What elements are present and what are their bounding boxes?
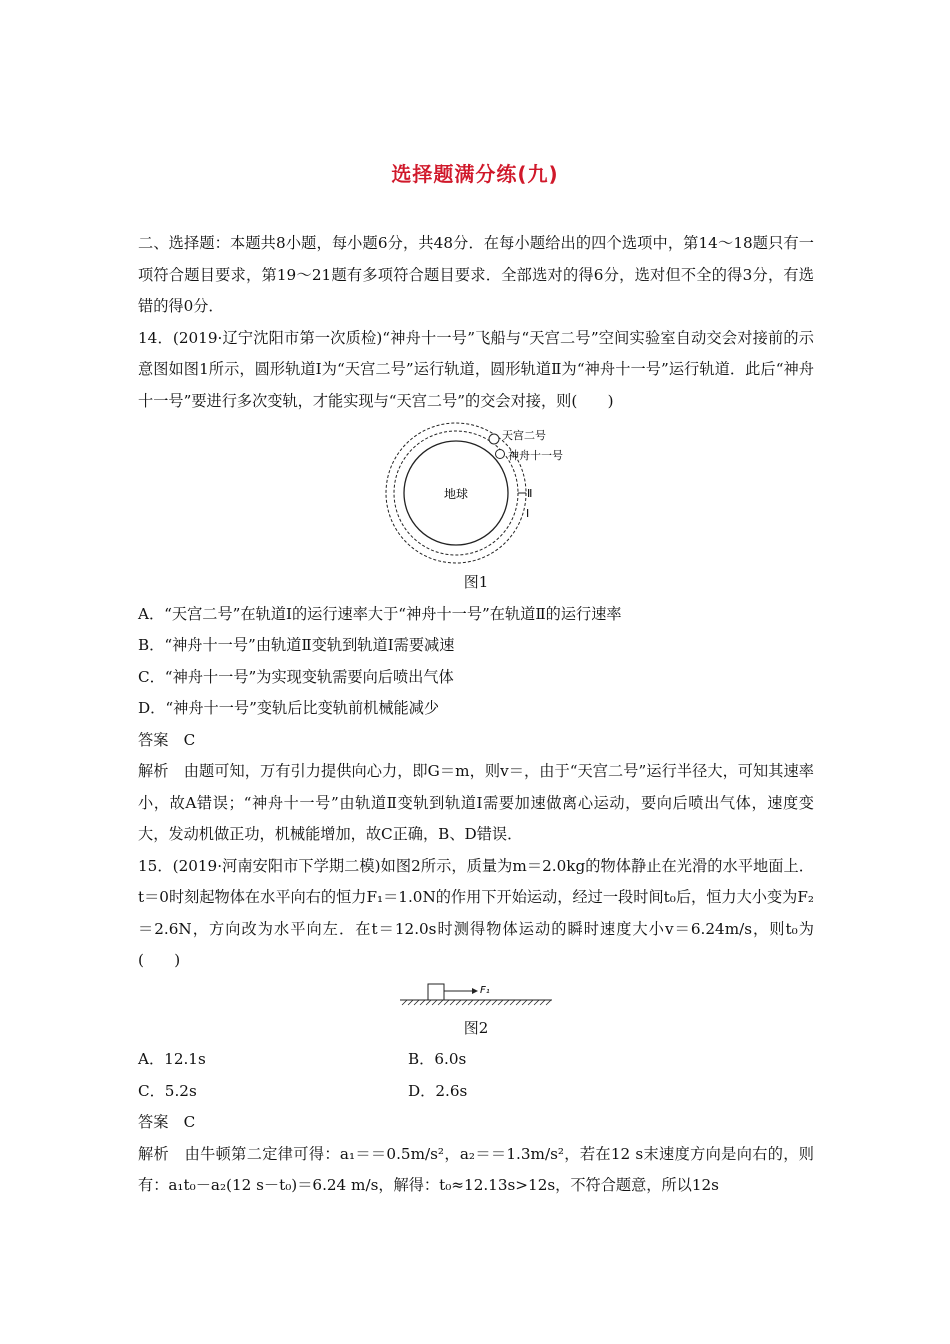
question-14-option-b: B．“神舟十一号”由轨道Ⅱ变轨到轨道Ⅰ需要减速 <box>138 636 455 654</box>
figure-1-caption: 图1 <box>463 573 489 591</box>
block <box>428 984 444 1000</box>
question-14-answer: 答案 C <box>138 730 196 749</box>
question-15-analysis: 解析 由牛顿第二定律可得：a₁＝＝0.5m/s²，a₂＝＝1.3m/s²，若在12 s末速度方向是向右的，则有：a₁t₀－a₂(12 s－t₀)＝6.24 m/s，解得：t₀≈12.13s>12s，不符合题意，所以12s <box>138 1144 814 1194</box>
question-14-option-d: D．“神舟十一号”变轨后比变轨前机械能减少 <box>138 699 440 717</box>
question-14-stem: 14．(2019·辽宁沈阳市第一次质检)“神舟十一号”飞船与“天宫二号”空间实验室自动交会对接前的示意图如图1所示，圆形轨道Ⅰ为“天宫二号”运行轨道，圆形轨道Ⅱ为“神舟十一号”运行轨道．此后“神舟十一号”要进行多次变轨，才能实现与“天宫二号”的交会对接，则( ) <box>138 328 814 410</box>
tiangong-satellite-icon <box>489 434 499 444</box>
content <box>138 228 814 1202</box>
question-15-option-b: B．6.0s <box>408 1050 467 1068</box>
orbit-diagram <box>376 417 576 567</box>
question-15-answer: 答案 C <box>138 1113 196 1131</box>
question-15-option-d: D．2.6s <box>408 1081 468 1100</box>
block-diagram <box>396 977 556 1013</box>
question-14-analysis: 解析 由题可知，万有引力提供向心力，即G＝m，则v＝，由于“天宫二号”运行半径大，可知其速率小，故A错误；“神舟十一号”由轨道Ⅱ变轨到轨道Ⅰ需要加速做离心运动，要向后喷出气体，速度变大，发动机做正功，机械能增加，故C正确，B、D错误． <box>138 762 814 843</box>
question-14-option-c: C．“神舟十一号”为实现变轨需要向后喷出气体 <box>138 667 454 686</box>
figure-1 <box>138 417 814 567</box>
earth-label: 地球 <box>443 487 469 501</box>
question-15-stem: 15．(2019·河南安阳市下学期二模)如图2所示，质量为m＝2.0kg的物体静止在光滑的水平地面上．t＝0时刻起物体在水平向右的恒力F₁＝1.0N的作用下开始运动，经过一段时间t₀后，恒力大小变为F₂＝2.6N，方向改为水平向左．在t＝12.0s时测得物体运动的瞬时速度大小v＝6.24m/s，则t₀为( ) <box>138 856 814 969</box>
force-label: F₁ <box>480 984 490 996</box>
force-arrow-head-icon <box>472 988 478 994</box>
tiangong-label: 天宫二号 <box>502 429 546 442</box>
question-15-option-a: A．12.1s <box>138 1050 206 1068</box>
ground-hatching <box>402 1000 551 1005</box>
figure-2 <box>138 977 814 1013</box>
orbit-2-label: Ⅱ <box>527 487 533 500</box>
page-title: 选择题满分练(九) <box>391 162 559 186</box>
shenzhou-label: 神舟十一号 <box>508 449 563 462</box>
section-intro: 二、选择题：本题共8小题，每小题6分，共48分．在每小题给出的四个选项中，第14～18题只有一项符合题目要求，第19～21题有多项符合题目要求．全部选对的得6分，选对但不全的得3分，有选错的得0分． <box>138 234 814 315</box>
question-14-option-a: A．“天宫二号”在轨道Ⅰ的运行速率大于“神舟十一号”在轨道Ⅱ的运行速率 <box>138 604 622 623</box>
question-15-options-row-1 <box>138 1044 814 1076</box>
shenzhou-satellite-icon <box>496 450 505 459</box>
figure-2-caption: 图2 <box>463 1018 489 1037</box>
question-15-option-c: C．5.2s <box>138 1081 197 1100</box>
orbit-1-label: Ⅰ <box>526 507 530 520</box>
question-15-options-row-2 <box>138 1076 814 1108</box>
